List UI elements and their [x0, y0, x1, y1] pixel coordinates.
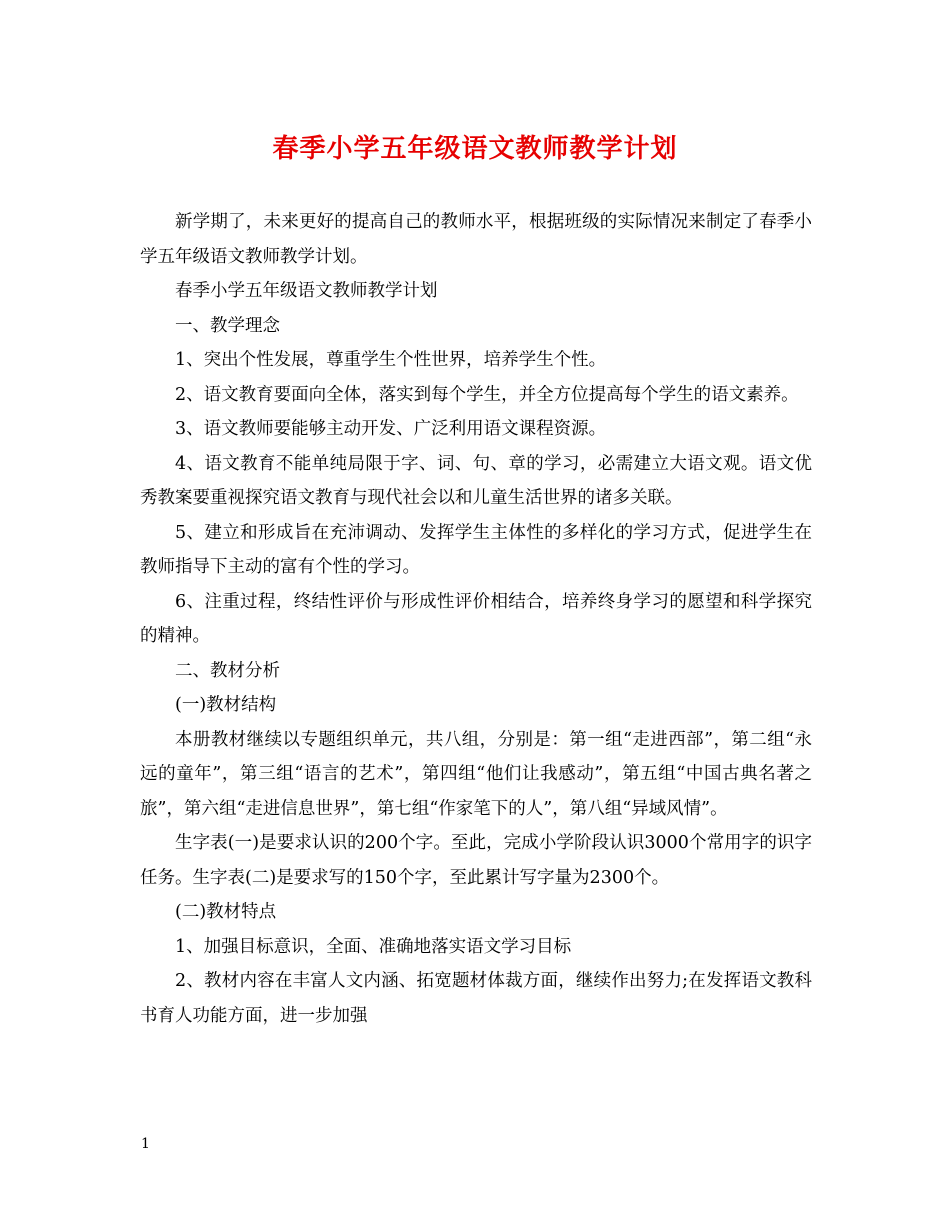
section-heading-teaching-philosophy: 一、教学理念	[175, 315, 280, 336]
paragraph-subtitle: 春季小学五年级语文教师教学计划	[175, 281, 438, 301]
paragraph-characters: 生字表(一)是要求认识的200个字。至此，完成小学阶段认识3000个常用字的识字任务。生字表(二)是要求写的150个字，至此累计写字量为2300个。	[140, 833, 812, 888]
document-title: 春季小学五年级语文教师教学计划	[272, 134, 678, 164]
list-item: 4、语文教育不能单纯局限于字、词、句、章的学习，必需建立大语文观。语文优秀教案要重视探究语文教育与现代社会以和儿童生活世界的诸多关联。	[140, 453, 812, 508]
paragraph-intro: 新学期了，未来更好的提高自己的教师水平，根据班级的实际情况来制定了春季小学五年级语文教师教学计划。	[140, 212, 812, 267]
list-item: 6、注重过程，终结性评价与形成性评价相结合，培养终身学习的愿望和科学探究的精神。	[140, 591, 812, 646]
section-heading-textbook-analysis: 二、教材分析	[175, 660, 280, 681]
subsection-heading-textbook-structure: (一)教材结构	[175, 695, 277, 715]
list-item: 2、教材内容在丰富人文内涵、拓宽题材体裁方面，继续作出努力;在发挥语文教科书育人功能方面，进一步加强	[140, 971, 812, 1026]
subsection-heading-textbook-features: (二)教材特点	[175, 902, 277, 922]
paragraph-structure: 本册教材继续以专题组织单元，共八组，分别是：第一组“走进西部”，第二组“永远的童年”，第三组“语言的艺术”，第四组“他们让我感动”，第五组“中国古典名著之旅”，第六组“走进信息世界”，第七组“作家笔下的人”，第八组“异域风情”。	[140, 729, 812, 819]
document-body	[140, 205, 812, 1033]
list-item: 1、加强目标意识，全面、准确地落实语文学习目标	[175, 936, 572, 957]
list-item: 1、突出个性发展，尊重学生个性世界，培养学生个性。	[175, 350, 607, 370]
list-item: 5、建立和形成旨在充沛调动、发挥学生主体性的多样化的学习方式，促进学生在教师指导下主动的富有个性的学习。	[140, 522, 812, 577]
page-number: 1	[141, 1136, 150, 1152]
list-item: 2、语文教育要面向全体，落实到每个学生，并全方位提高每个学生的语文素养。	[175, 384, 799, 405]
list-item: 3、语文教师要能够主动开发、广泛利用语文课程资源。	[175, 419, 607, 439]
